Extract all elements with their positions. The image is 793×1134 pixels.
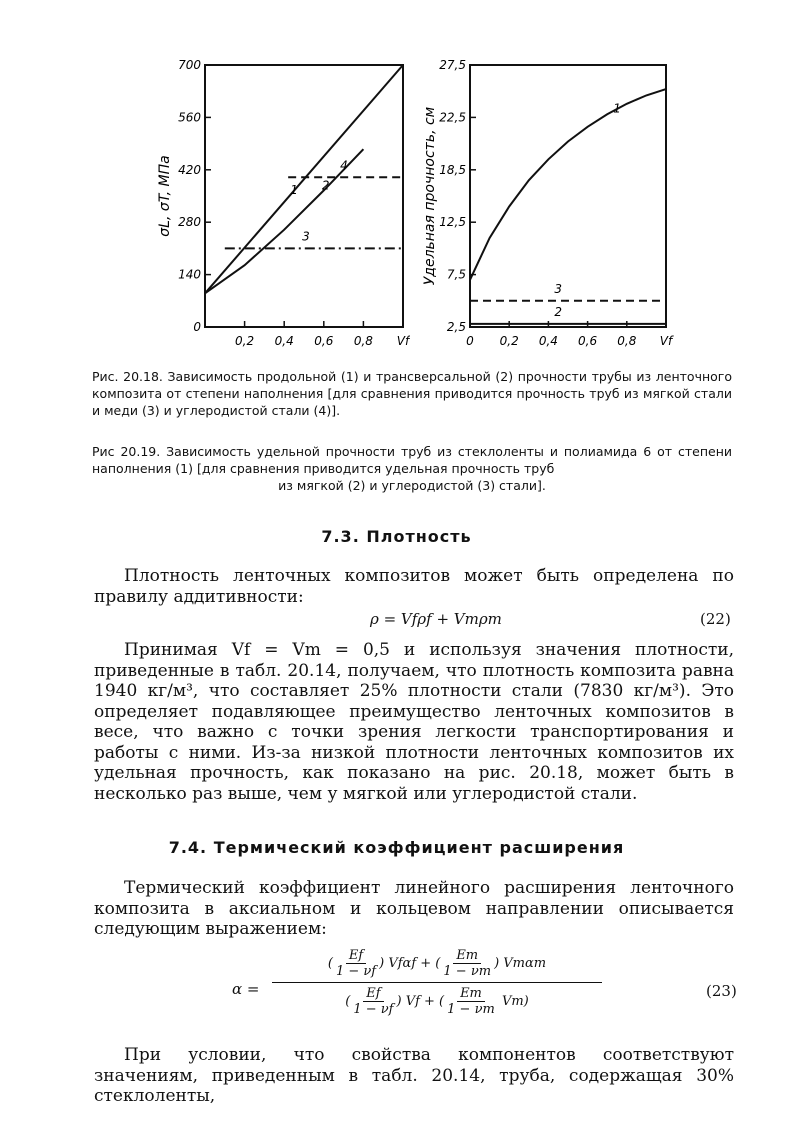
caption-fig-20-19-last-line: из мягкой (2) и углеродистой (3) стали].	[278, 478, 546, 493]
fig19-xtick-label: 0	[466, 334, 474, 348]
equation-23-lhs: α =	[232, 980, 260, 998]
equation-23	[272, 948, 602, 1017]
fig18-ytick-label: 420	[178, 162, 201, 177]
fig18-xtick-label: 0,8	[353, 334, 373, 348]
fig18-series-label-2: 2	[321, 178, 330, 193]
fig19-series-label-1: 1	[613, 101, 621, 116]
eq-1-vf: 1 − νf	[335, 964, 377, 979]
eq-1-vf-2: 1 − νf	[353, 1002, 394, 1017]
eq-em: Em	[453, 948, 481, 964]
equation-23-fraction-bar	[272, 982, 602, 983]
caption-fig-20-19	[92, 443, 732, 494]
section-7-4-paragraph-2: При условии, что свойства компонентов соответствуют значениям, приведенным в табл. 20.14, труба, содержащая 30% стеклоленты,	[94, 1045, 734, 1106]
eq-ef: Ef	[346, 948, 366, 964]
section-7-3-heading: 7.3. Плотность	[321, 527, 472, 546]
chart-fig-20-18	[150, 55, 410, 355]
fig18-series-label-1: 1	[290, 182, 298, 197]
fig19-ytick-label: 18,5	[439, 162, 466, 177]
eq-vfaf: Vfαf +	[388, 956, 432, 971]
fig19-ytick-label: 22,5	[439, 110, 466, 125]
eq-vm: Vm	[501, 994, 524, 1009]
fig18-frame	[205, 65, 403, 327]
chart-fig-20-19-plot	[422, 58, 674, 348]
caption-fig-20-18-text: Рис. 20.18. Зависимость продольной (1) и трансверсальной (2) прочности трубы из ленточного композита от степени наполнения [для сравнения приводится прочность труб из мягкой стали и меди (3) и углеродистой стали (4)].	[92, 369, 732, 418]
eq-vf: Vf +	[405, 994, 435, 1009]
eq-1-vm-2: 1 − νm	[447, 1002, 495, 1017]
fig19-ytick-label: 2,5	[446, 320, 466, 334]
chart-fig-20-19	[410, 55, 675, 355]
fig18-xtick-label: 0,2	[235, 334, 255, 348]
section-7-3-paragraph-1: Плотность ленточных композитов может быть определена по правилу аддитивности:	[94, 566, 734, 607]
caption-fig-20-19-text: Рис 20.19. Зависимость удельной прочности труб из стеклоленты и полиамида 6 от степени наполнения (1) [для сравнения приводится удельная прочность труб	[92, 444, 732, 476]
eq-1-vm: 1 − νm	[443, 964, 492, 979]
fig19-ytick-label: 12,5	[439, 215, 466, 230]
eq-vmam: Vmαm	[503, 956, 547, 971]
equation-23-numerator: ( $\frac{Ef}{1 - \nu f}$ ) Vfαf + ( $\frac{Em}{1 - \nu m}$ ) Vmαm	[327, 948, 547, 979]
eq-em-2: Em	[457, 986, 485, 1002]
fig18-xtick-label: Vf	[396, 334, 410, 348]
section-7-4-paragraph-1: Термический коэффициент линейного расширения ленточного композита в аксиальном и кольцевом направлении описывается следующим выражением:	[94, 878, 734, 939]
section-7-4-heading: 7.4. Термический коэффициент расширения	[168, 838, 625, 857]
equation-22-number: (22)	[700, 610, 731, 628]
fig18-xtick-label: 0,4	[274, 334, 294, 348]
fig19-series-label-3: 3	[554, 281, 563, 296]
caption-fig-20-18	[92, 368, 732, 419]
equation-23-number: (23)	[706, 982, 737, 1000]
eq-ef-2: Ef	[363, 986, 383, 1002]
fig18-ylabel: σL, σT, МПа	[157, 155, 173, 237]
fig18-xtick-label: 0,6	[314, 334, 334, 348]
chart-fig-20-18-plot	[157, 58, 410, 348]
fig18-ytick-label: 0	[193, 320, 201, 334]
fig18-ytick-label: 280	[178, 215, 201, 230]
fig19-series-1	[470, 89, 666, 280]
fig18-ytick-label: 700	[178, 58, 201, 72]
fig18-series-label-4: 4	[340, 158, 348, 173]
fig18-series-label-3: 3	[302, 229, 310, 244]
equation-23-denominator: ( $\frac{Ef}{1 - \nu f}$ ) Vf + ( $\frac{Em}{1 - \nu m}$ Vm)	[345, 986, 529, 1017]
fig19-xtick-label: 0,8	[617, 334, 637, 348]
fig19-ytick-label: 27,5	[439, 58, 466, 72]
equation-22: ρ = Vfρf + Vmρm	[370, 610, 502, 628]
fig18-series-1	[205, 65, 403, 293]
fig19-frame	[470, 65, 666, 327]
fig19-xtick-label: 0,4	[538, 334, 558, 348]
fig18-ytick-label: 140	[178, 267, 201, 282]
fig19-series-label-2: 2	[554, 304, 563, 319]
fig19-ylabel: Удельная прочность, см	[422, 106, 438, 286]
section-7-3-paragraph-2: Принимая Vf = Vm = 0,5 и используя значения плотности, приведенные в табл. 20.14, получаем, что плотность композита равна 1940 кг/м³, что составляет 25% плотности стали (7830 кг/м³). Это определяет подавляющее преимущество ленточных композитов в весе, что важно с точки зрения легкости транспортирования и работы с ними. Из-за низкой плотности ленточных композитов их удельная прочность, как показано на рис. 20.18, может быть в несколько раз выше, чем у мягкой или углеродистой стали.	[94, 640, 734, 804]
fig19-xtick-label: 0,6	[578, 334, 598, 348]
fig19-xtick-label: Vf	[659, 334, 673, 348]
fig19-xtick-label: 0,2	[499, 334, 519, 348]
fig18-ytick-label: 560	[178, 110, 201, 125]
fig19-ytick-label: 7,5	[446, 267, 466, 282]
